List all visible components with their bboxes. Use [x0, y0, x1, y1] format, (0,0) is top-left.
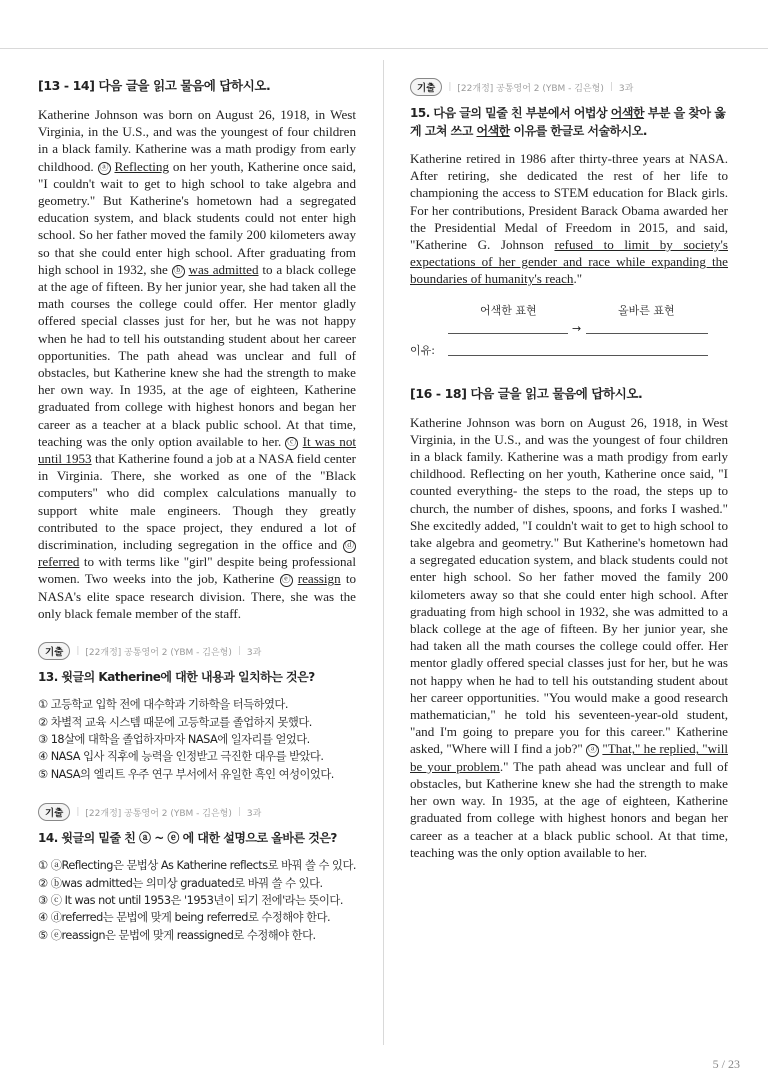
underline-b: was admitted	[188, 261, 259, 277]
left-column	[38, 76, 356, 944]
question-14-title: 14. 윗글의 밑줄 친 ⓐ ~ ⓔ 에 대한 설명으로 올바른 것은?	[38, 831, 337, 846]
question-13-choices	[38, 696, 356, 783]
passage-text: on her youth, Katherine once said, "I couldn't wait to get to high school to take algebra and geometry." But Katherine's hometown had a segregated education system, and black students could not enter high school. So her father moved the family 200 kilometers away so that she could enter high school. After graduating from high school in 1932, she	[38, 158, 357, 277]
passage-text: that Katherine found a job at a NASA field center in Virginia. There, she worked as one of the "Black computers" who did complex calculations manually to support white male engineers. Though they greatly contributed to the space project, they endured a lot of discrimination, including segregation in the office and	[38, 451, 356, 553]
source-label: [22개정] 공통영어 2 (YBM - 김은형)	[85, 808, 232, 819]
reason-field[interactable]	[448, 354, 708, 356]
passage-13-14	[38, 106, 356, 622]
answer-area-15	[410, 302, 728, 364]
choice-4[interactable]: ④ ⓓreferred는 문법에 맞게 being referred로 수정해야 한다.	[38, 911, 331, 925]
wrong-expression-field[interactable]	[448, 332, 568, 334]
marker-e: ⓔ	[281, 575, 291, 586]
section-title-13-14: [13 - 14] 다음 글을 읽고 물음에 답하시오.	[38, 78, 271, 93]
lesson-label: 3과	[246, 808, 262, 819]
q15-meta: 기출 | [22개정] 공통영어 2 (YBM - 김은형) | 3과	[410, 78, 728, 96]
passage-16-18	[410, 414, 728, 861]
underline-a: Reflecting	[114, 158, 170, 174]
lesson-label: 3과	[246, 647, 262, 658]
passage-text: ." The path ahead was unclear and full of obstacles, but Katherine knew she had the strength to make her own way. In 1935, at the age of eighteen, Katherine graduated from college with highest honors and began her career as a teacher at a black public school. At that time, teaching was the only option available to her.	[410, 758, 728, 860]
marker-a: ⓐ	[99, 162, 109, 173]
underline-c: It was not until 1953	[38, 433, 357, 467]
passage-text: to a black college at the age of fifteen. By her junior year, she had taken all the math courses the college could offer. Her mentor gladly offered special classes just for her, but he was not happy when he had to tell his outstanding student about her career opportunities. The path ahead was unclear and full of obstacles, but Katherine knew she had the strength to make her own way. In 1935, at the age of eighteen, Katherine graduated from college with highest honors and began her career as a teacher at a black public school. At that time, teaching was the only option available to her.	[38, 261, 356, 449]
past-exam-badge: 기출	[38, 803, 70, 821]
passage-text: Katherine retired in 1986 after thirty-three years at NASA. After retiring, she dedicated the rest of her life to championing the access to STEM education for Black girls. For her contributions, President Barack Obama awarded her the Presidential Medal of Freedom in 2015, and said, "Katherine G. Johnson	[410, 151, 728, 253]
underline-d: referred	[38, 554, 80, 570]
passage-text: to with terms like "girl" despite being professional women. Two weeks into the job, Katherine	[38, 554, 356, 587]
passage-text: ."	[573, 271, 583, 287]
title-text: 이유를 한글로 서술하시오.	[509, 124, 647, 138]
underlined-phrase: refused to limit by society's expectations of her gender and race while expanding the boundaries of humanity's reach	[410, 237, 729, 287]
title-text: 부분 을 찾아 옳게 고쳐 쓰고	[410, 106, 726, 138]
choice-5[interactable]: ⑤ ⓔreassign은 문법에 맞게 reassigned로 수정해야 한다.	[38, 928, 316, 942]
passage-15	[410, 150, 728, 288]
underline-a: "That," he replied, "will be your problem	[410, 741, 729, 774]
past-exam-badge: 기출	[410, 78, 442, 96]
question-15-title	[410, 104, 728, 140]
column-divider	[383, 60, 384, 1045]
q14-meta: 기출 | [22개정] 공통영어 2 (YBM - 김은형) | 3과	[38, 803, 356, 821]
q13-meta: 기출 | [22개정] 공통영어 2 (YBM - 김은형) | 3과	[38, 642, 356, 660]
choice-3[interactable]: ③ 18살에 대학을 졸업하자마자 NASA에 일자리를 얻었다.	[38, 732, 310, 746]
passage-text: to NASA's elite space research division. There, she was the only black female member of the staff.	[38, 571, 356, 621]
arrow-icon: →	[572, 321, 582, 335]
source-label: [22개정] 공통영어 2 (YBM - 김은형)	[85, 647, 232, 658]
choice-1[interactable]: ① ⓐReflecting은 문법상 As Katherine reflects로 바꿔 쓸 수 있다.	[38, 859, 356, 873]
correct-expression-field[interactable]	[586, 332, 708, 334]
choice-2[interactable]: ② 차별적 교육 시스템 때문에 고등학교를 졸업하지 못했다.	[38, 715, 312, 729]
marker-d: ⓓ	[344, 541, 354, 552]
right-column	[410, 78, 728, 861]
marker-c: ⓒ	[287, 437, 297, 448]
choice-5[interactable]: ⑤ NASA의 엘리트 우주 연구 부서에서 유일한 흑인 여성이었다.	[38, 767, 334, 781]
choice-3[interactable]: ③ ⓒ It was not until 1953은 '1953년이 되기 전에'라는 뜻이다.	[38, 893, 343, 907]
title-text: 15. 다음 글의 밑줄 친 부분에서 어법상	[410, 106, 611, 120]
choice-1[interactable]: ① 고등학교 입학 전에 대수학과 기하학을 터득하였다.	[38, 698, 288, 712]
marker-b: ⓑ	[173, 265, 183, 276]
lesson-label: 3과	[618, 83, 634, 94]
past-exam-badge: 기출	[38, 642, 70, 660]
section-title-16-18: [16 - 18] 다음 글을 읽고 물음에 답하시오.	[410, 385, 643, 401]
label-correct-expression: 올바른 표현	[618, 303, 675, 317]
marker-a: ⓐ	[588, 745, 598, 756]
label-reason: 이유:	[410, 343, 435, 357]
question-13-title: 13. 윗글의 Katherine에 대한 내용과 일치하는 것은?	[38, 670, 315, 685]
source-label: [22개정] 공통영어 2 (YBM - 김은형)	[457, 83, 604, 94]
top-rule	[0, 48, 768, 49]
passage-text: Katherine Johnson was born on August 26, 1918, in West Virginia, in the U.S., and was the youngest of four children in a black family. Katherine was a math prodigy from early childhood.	[38, 107, 356, 174]
choice-2[interactable]: ② ⓑwas admitted는 의미상 graduated로 바꿔 쓸 수 있다.	[38, 876, 323, 890]
title-underline: 어색한	[476, 124, 510, 138]
page-number: 5 / 23	[712, 1057, 740, 1071]
title-underline: 어색한	[610, 106, 645, 120]
choice-4[interactable]: ④ NASA 입사 직후에 능력을 인정받고 극진한 대우를 받았다.	[38, 750, 324, 764]
label-wrong-expression: 어색한 표현	[480, 303, 537, 317]
passage-text: Katherine Johnson was born on August 26, 1918, in West Virginia, in the U.S., and was the youngest of four children in a black family. Katherine was a math prodigy from early childhood. Reflecting on her youth, Katherine once said, "I counted everything- the steps to the road, the steps up to church, the number of dishes, spoons, and forks I washed." She excitedly added, "I couldn't wait to get to high school to take algebra and geometry." But Katherine's hometown had a segregated education system, and black students could not enter high school. So her father moved the family 200 kilometers away so that she could enter high school. After graduating from high school in 1932, she was admitted to a black college at the age of fifteen. By her junior year, she had taken all the math courses the college could offer. Her mentor gladly offered special classes just for her, but he was not happy when he had to tell his outstanding student about her career opportunities. "You would make a good research mathematician," he told his seventeen-year-old student, "and I'm going to prepare you for this career." Katherine asked, "Where will I find a job?"	[410, 414, 728, 757]
question-14-choices	[38, 857, 356, 944]
underline-e: reassign	[297, 571, 341, 587]
